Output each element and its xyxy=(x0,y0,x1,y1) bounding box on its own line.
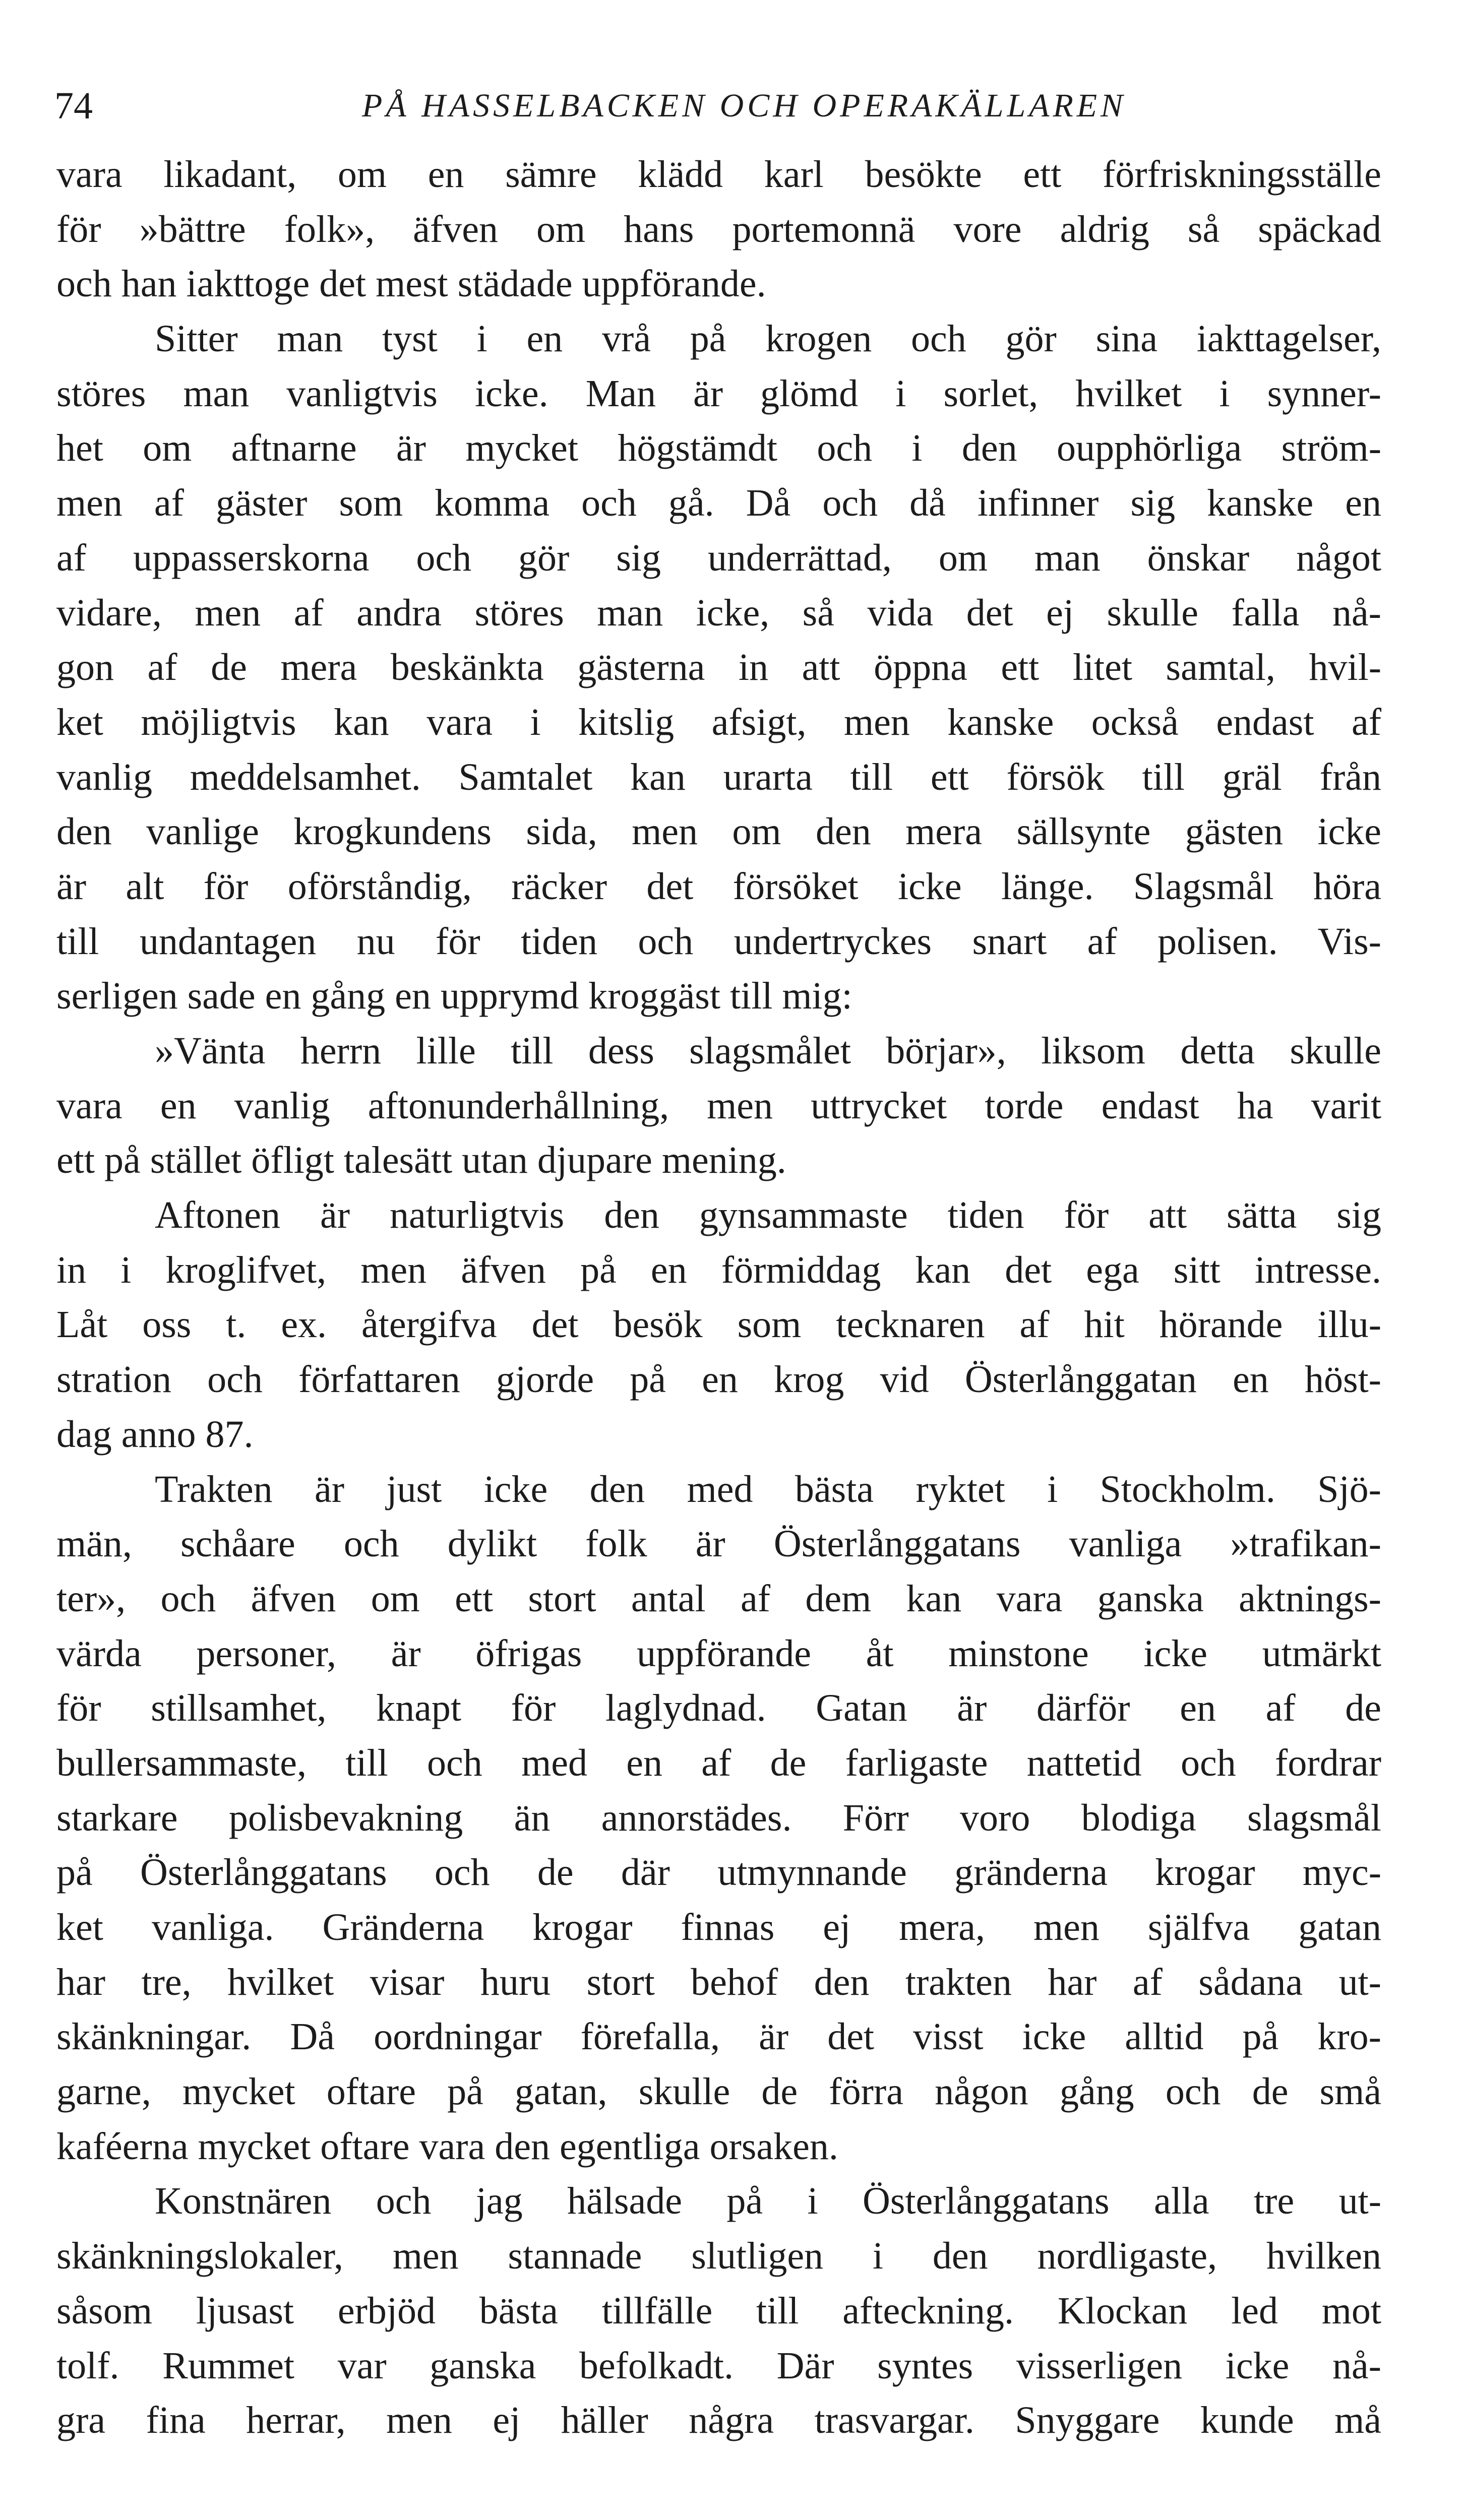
text-line: Sitter man tyst i en vrå på krogen och gör sina iakttagelser, xyxy=(155,318,1381,360)
text-line: ket vanliga. Gränderna krogar finnas ej mera, men själfva gatan xyxy=(56,1906,1381,1948)
text-line: ter», och äfven om ett stort antal af dem kan vara ganska aktnings- xyxy=(56,1577,1381,1620)
text-line: starkare polisbevakning än annorstädes. Förr voro blodiga slagsmål xyxy=(56,1796,1381,1839)
text-line: män, schåare och dylikt folk är Österlånggatans vanliga »trafikan- xyxy=(56,1523,1381,1565)
text-line: dag anno 87. xyxy=(56,1413,254,1456)
text-line: ett på stället öfligt talesätt utan djupare mening. xyxy=(56,1139,786,1182)
paragraph-1 xyxy=(56,147,1381,311)
text-line: stration och författaren gjorde på en krog vid Österlånggatan en höst- xyxy=(56,1358,1381,1401)
text-line: kaféerna mycket oftare vara den egentliga orsaken. xyxy=(56,2125,838,2168)
text-line: till undantagen nu för tiden och undertryckes snart af polisen. Vis- xyxy=(56,920,1381,963)
text-line: ket möjligtvis kan vara i kitslig afsigt, men kanske också endast af xyxy=(56,701,1381,743)
text-line: bullersammaste, till och med en af de farligaste nattetid och fordrar xyxy=(56,1741,1381,1784)
text-line: garne, mycket oftare på gatan, skulle de förra någon gång och de små xyxy=(56,2070,1381,2113)
text-line: Trakten är just icke den med bästa ryktet i Stockholm. Sjö- xyxy=(155,1468,1381,1510)
text-line: vanlig meddelsamhet. Samtalet kan urarta till ett försök till gräl från xyxy=(56,755,1381,798)
text-line: het om aftnarne är mycket högstämdt och i den oupphörliga ström- xyxy=(56,427,1381,470)
paragraph-5 xyxy=(56,1462,1381,2174)
text-line: »Vänta herrn lille till dess slagsmålet börjar», liksom detta skulle xyxy=(155,1030,1381,1072)
text-line: störes man vanligtvis icke. Man är glömd i sorlet, hvilket i synner- xyxy=(56,372,1381,415)
paragraph-2 xyxy=(56,311,1381,1024)
text-line: och han iakttoge det mest städade uppförande. xyxy=(56,263,766,305)
text-line: serligen sade en gång en upprymd kroggäst till mig: xyxy=(56,975,852,1018)
text-line: Aftonen är naturligtvis den gynsammaste tiden för att sätta sig xyxy=(155,1194,1381,1237)
text-line: på Österlånggatans och de där utmynnande gränderna krogar myc- xyxy=(56,1851,1381,1894)
text-line: Låt oss t. ex. återgifva det besök som tecknaren af hit hörande illu- xyxy=(56,1303,1381,1346)
text-line: vara en vanlig aftonunderhållning, men uttrycket torde endast ha varit xyxy=(56,1084,1381,1127)
text-line: af uppasserskorna och gör sig underrättad, om man önskar något xyxy=(56,536,1381,579)
text-line: vidare, men af andra störes man icke, så vida det ej skulle falla nå- xyxy=(56,591,1381,634)
text-line: skänkningar. Då oordningar förefalla, är det visst icke alltid på kro- xyxy=(56,2015,1381,2058)
text-line: har tre, hvilket visar huru stort behof den trakten har af sådana ut- xyxy=(56,1961,1381,2003)
text-line: in i kroglifvet, men äfven på en förmiddag kan det ega sitt intresse. xyxy=(56,1248,1381,1291)
text-line: för stillsamhet, knapt för laglydnad. Gatan är därför en af de xyxy=(56,1687,1381,1730)
text-line: vara likadant, om en sämre klädd karl besökte ett förfriskningsställe xyxy=(56,153,1381,196)
text-line: såsom ljusast erbjöd bästa tillfälle till afteckning. Klockan led mot xyxy=(56,2289,1381,2332)
paragraph-6 xyxy=(56,2174,1381,2447)
paragraph-4 xyxy=(56,1188,1381,1462)
text-line: Konstnären och jag hälsade på i Österlånggatans alla tre ut- xyxy=(155,2180,1381,2223)
text-line: skänkningslokaler, men stannade slutligen i den nordligaste, hvilken xyxy=(56,2235,1381,2278)
text-line: gra fina herrar, men ej häller några trasvargar. Snyggare kunde må xyxy=(56,2399,1381,2442)
running-title: PÅ HASSELBACKEN OCH OPERAKÄLLAREN xyxy=(362,87,1127,124)
text-line: värda personer, är öfrigas uppförande åt minstone icke utmärkt xyxy=(56,1632,1381,1675)
text-line: den vanlige krogkundens sida, men om den mera sällsynte gästen icke xyxy=(56,810,1381,853)
running-header xyxy=(54,76,1390,136)
text-line: gon af de mera beskänkta gästerna in att öppna ett litet samtal, hvil- xyxy=(56,646,1381,689)
text-line: för »bättre folk», äfven om hans portemonnä vore aldrig så späckad xyxy=(56,208,1381,250)
text-line: är alt för oförståndig, räcker det försöket icke länge. Slagsmål höra xyxy=(56,865,1381,908)
body-text xyxy=(56,147,1381,2448)
page-number: 74 xyxy=(54,85,93,127)
paragraph-3 xyxy=(56,1024,1381,1188)
text-line: men af gäster som komma och gå. Då och då infinner sig kanske en xyxy=(56,482,1381,525)
text-line: tolf. Rummet var ganska befolkadt. Där syntes visserligen icke nå- xyxy=(56,2344,1381,2387)
